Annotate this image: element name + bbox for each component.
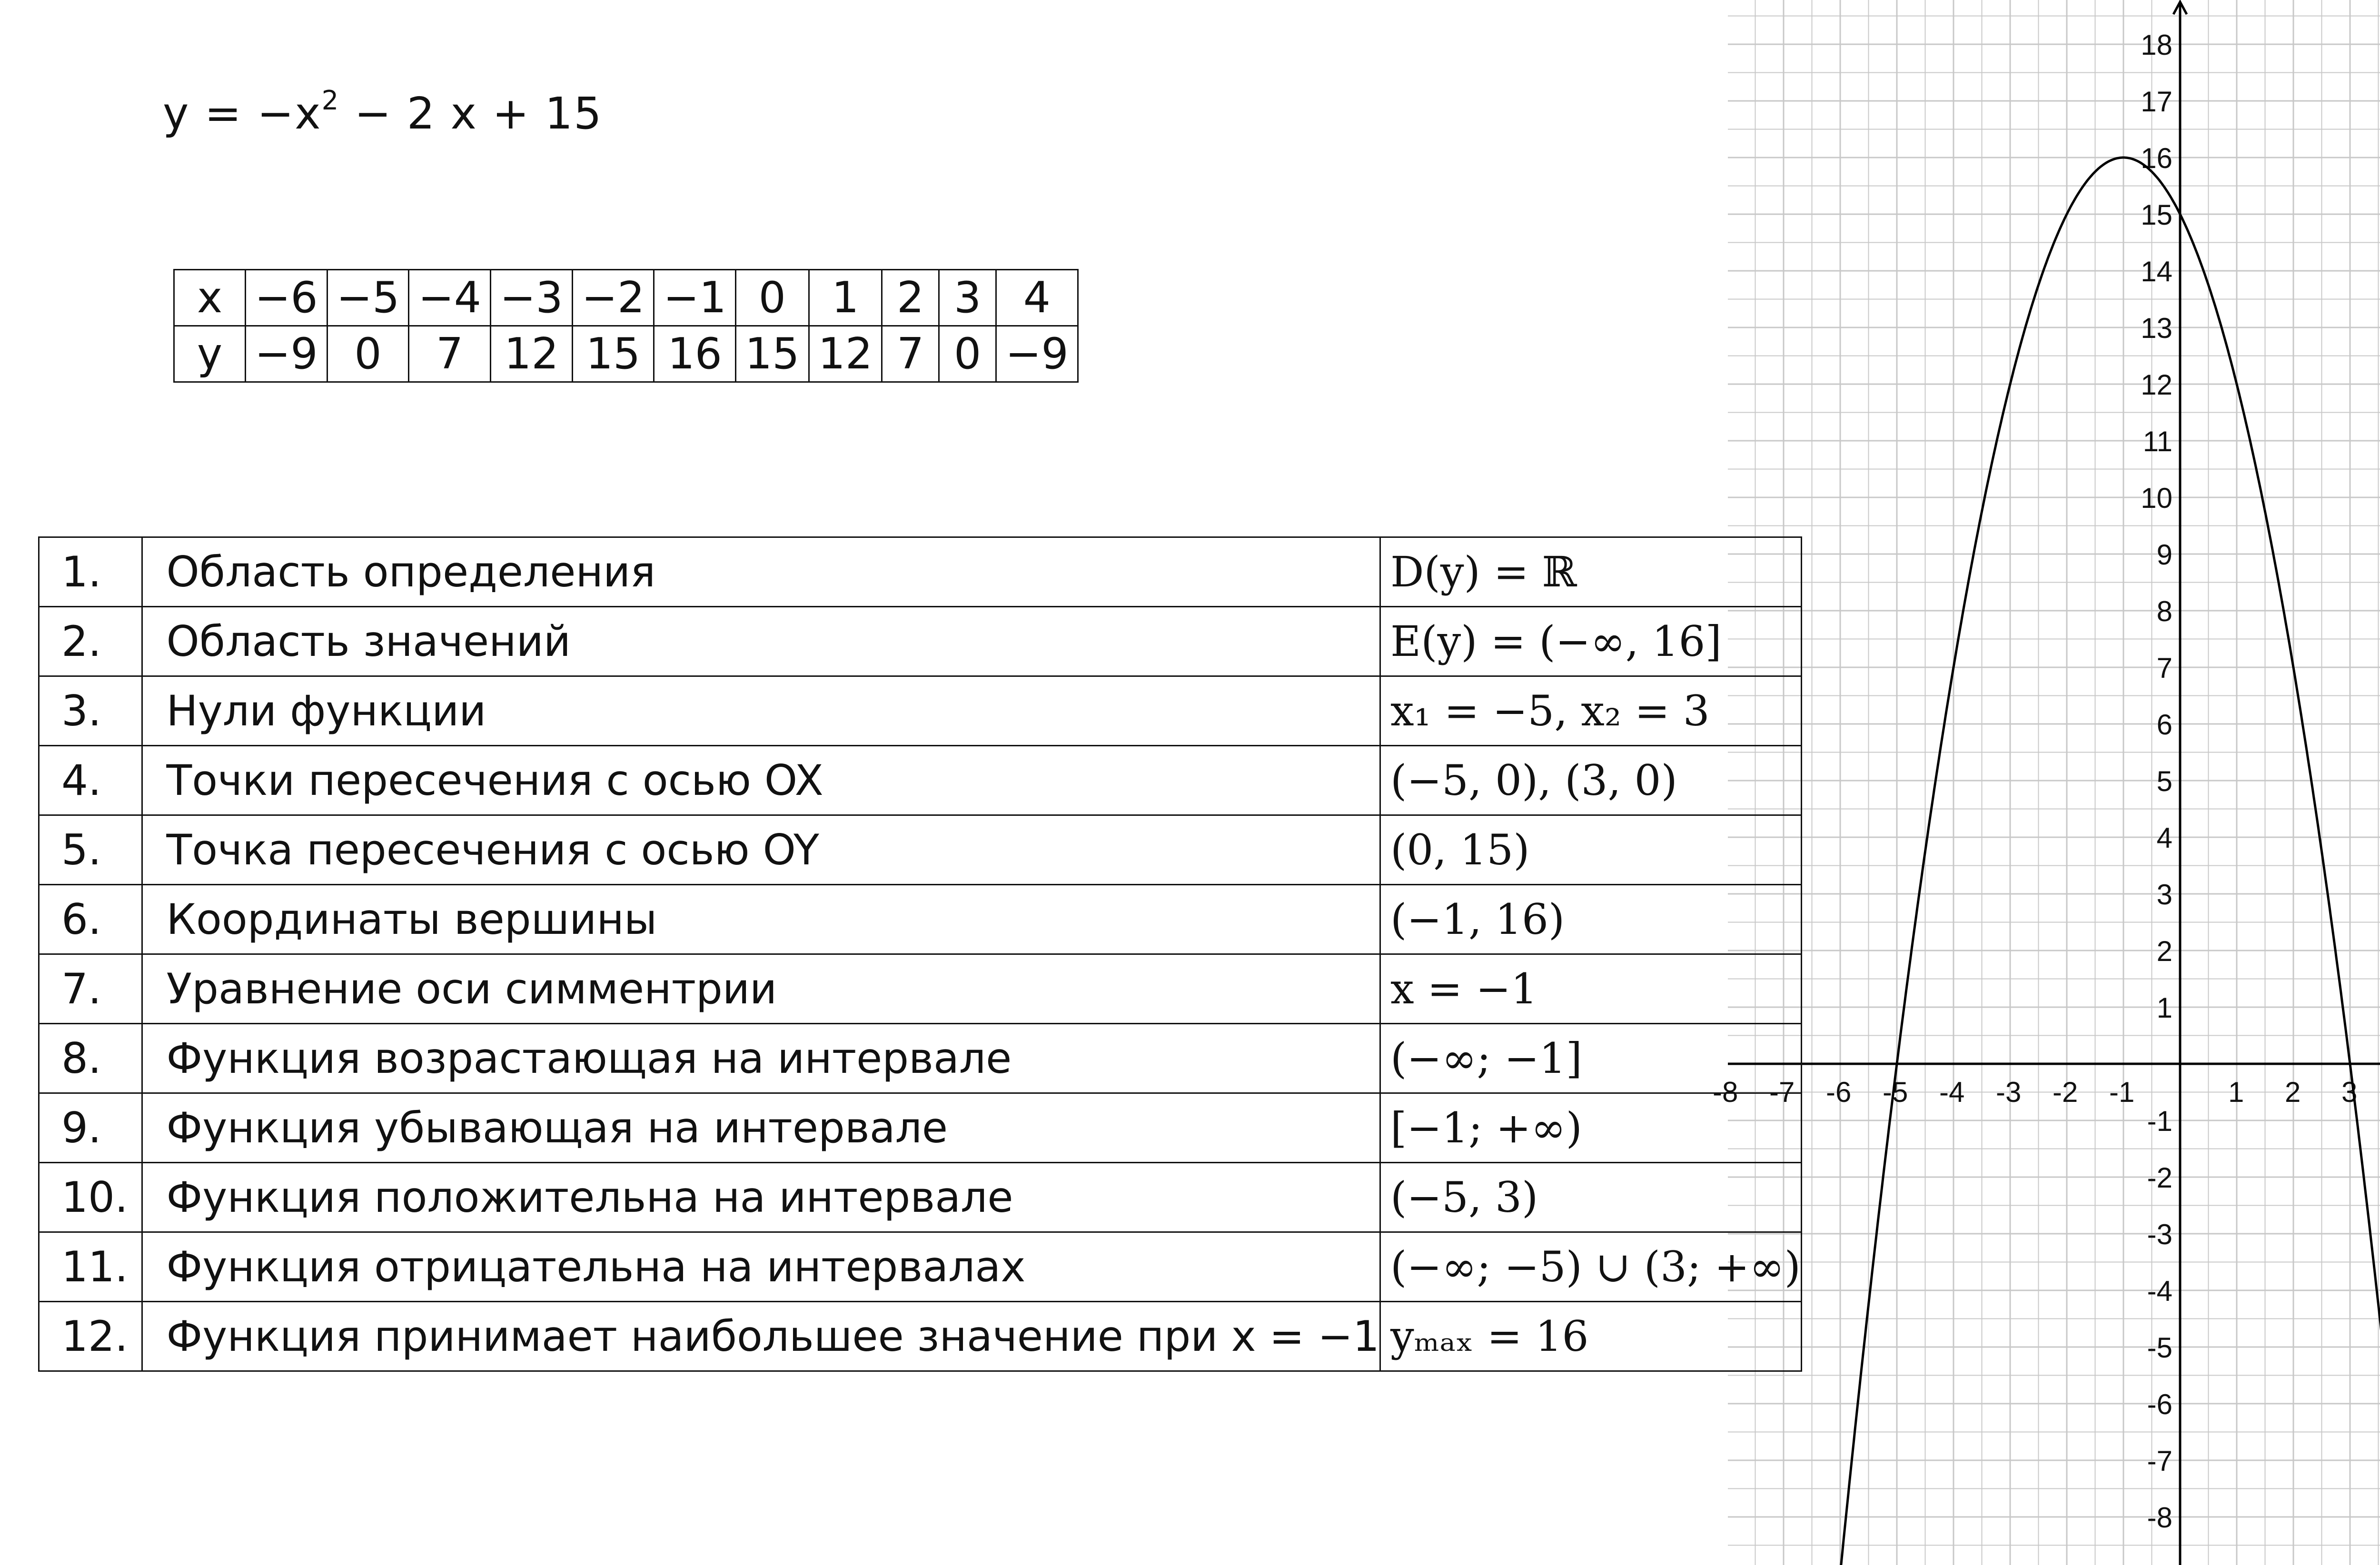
y-tick-label: 17 (2141, 86, 2172, 118)
values-y-cell: 12 (809, 326, 882, 382)
x-tick-label: -4 (1939, 1076, 1965, 1108)
values-y-header: y (174, 326, 246, 382)
values-x-cell: −3 (491, 270, 573, 326)
property-value: x₁ = −5, x₂ = 3 (1380, 676, 1801, 746)
values-y-cell: 15 (572, 326, 654, 382)
property-row (39, 954, 1802, 1024)
property-value: (−∞; −5) ∪ (3; +∞) (1380, 1232, 1801, 1302)
property-label: Координаты вершины (142, 885, 1380, 954)
values-y-cell: 0 (327, 326, 409, 382)
values-x-cell: −5 (327, 270, 409, 326)
property-value: (−1, 16) (1380, 885, 1801, 954)
property-label: Функция положительна на интервале (142, 1163, 1380, 1232)
y-tick-label: 14 (2141, 256, 2172, 287)
values-x-cell: −2 (572, 270, 654, 326)
property-row (39, 1232, 1802, 1302)
values-x-cell: −1 (654, 270, 736, 326)
values-x-cell: −6 (246, 270, 327, 326)
property-label: Функция принимает наибольшее значение при x = −1 (142, 1302, 1380, 1371)
x-tick-label: 1 (2228, 1076, 2244, 1108)
property-label: Точки пересечения с осью OX (142, 746, 1380, 815)
y-tick-label: 16 (2141, 142, 2172, 174)
property-value: x = −1 (1380, 954, 1801, 1024)
values-row-x (174, 270, 1078, 326)
x-tick-label: 3 (2341, 1076, 2358, 1108)
y-tick-label: 6 (2156, 709, 2172, 741)
formula-lhs: y = −x (163, 88, 322, 139)
y-tick-label: -2 (2147, 1162, 2172, 1194)
property-number: 6. (39, 885, 142, 954)
property-number: 2. (39, 607, 142, 676)
y-tick-label: -1 (2147, 1105, 2172, 1137)
grid (1728, 0, 2380, 1565)
y-tick-label: 5 (2156, 765, 2172, 797)
property-label: Область определения (142, 537, 1380, 607)
property-row (39, 537, 1802, 607)
property-number: 9. (39, 1093, 142, 1163)
values-x-cell: 1 (809, 270, 882, 326)
values-x-cell: 0 (736, 270, 809, 326)
y-tick-label: 2 (2156, 935, 2172, 967)
property-row (39, 746, 1802, 815)
property-label: Функция отрицательна на интервалах (142, 1232, 1380, 1302)
values-x-header: x (174, 270, 246, 326)
y-tick-label: 3 (2156, 879, 2172, 911)
formula-exponent: 2 (321, 85, 340, 117)
property-number: 5. (39, 815, 142, 885)
y-tick-label: 12 (2141, 369, 2172, 401)
y-tick-label: 8 (2156, 595, 2172, 627)
properties-table (38, 536, 1802, 1372)
parabola-curve (1840, 158, 2380, 1565)
y-tick-label: 18 (2141, 29, 2172, 61)
y-tick-label: -4 (2147, 1275, 2172, 1307)
values-y-cell: 7 (882, 326, 939, 382)
property-label: Область значений (142, 607, 1380, 676)
y-tick-label: -6 (2147, 1388, 2172, 1420)
property-number: 10. (39, 1163, 142, 1232)
values-x-cell: 4 (996, 270, 1078, 326)
property-row (39, 1024, 1802, 1093)
property-row (39, 676, 1802, 746)
property-row (39, 815, 1802, 885)
values-x-cell: 2 (882, 270, 939, 326)
y-tick-label: 1 (2156, 992, 2172, 1024)
values-y-cell: −9 (996, 326, 1078, 382)
x-tick-label: -3 (1996, 1076, 2022, 1108)
property-number: 11. (39, 1232, 142, 1302)
values-y-cell: −9 (246, 326, 327, 382)
formula-rhs: − 2 x + 15 (339, 88, 603, 139)
y-tick-label: 7 (2156, 652, 2172, 684)
property-value: (−5, 3) (1380, 1163, 1801, 1232)
property-value: (−∞; −1] (1380, 1024, 1801, 1093)
property-number: 12. (39, 1302, 142, 1371)
values-y-cell: 7 (409, 326, 491, 382)
y-tick-label: 9 (2156, 539, 2172, 571)
property-row (39, 1093, 1802, 1163)
property-row (39, 885, 1802, 954)
property-number: 4. (39, 746, 142, 815)
values-x-cell: −4 (409, 270, 491, 326)
property-number: 1. (39, 537, 142, 607)
y-tick-label: 10 (2141, 482, 2172, 514)
x-tick-label: -5 (1883, 1076, 1908, 1108)
property-label: Уравнение оси симментрии (142, 954, 1380, 1024)
values-y-cell: 0 (939, 326, 996, 382)
x-tick-label: -2 (2053, 1076, 2078, 1108)
property-row (39, 1302, 1802, 1371)
property-number: 7. (39, 954, 142, 1024)
property-label: Функция убывающая на интервале (142, 1093, 1380, 1163)
x-tick-label: -6 (1826, 1076, 1852, 1108)
property-number: 8. (39, 1024, 142, 1093)
values-row-y (174, 326, 1078, 382)
y-tick-label: -5 (2147, 1332, 2172, 1364)
property-label: Функция возрастающая на интервале (142, 1024, 1380, 1093)
parabola-graph (1713, 0, 2380, 1565)
x-tick-label: -1 (2109, 1076, 2135, 1108)
y-tick-label: 11 (2142, 426, 2172, 457)
property-value: D(y) = ℝ (1380, 537, 1801, 607)
property-label: Точка пересечения с осью OY (142, 815, 1380, 885)
property-value: E(y) = (−∞, 16] (1380, 607, 1801, 676)
y-tick-label: -3 (2147, 1218, 2172, 1250)
values-table (173, 269, 1079, 383)
y-tick-label: -8 (2147, 1502, 2172, 1534)
property-label: Нули функции (142, 676, 1380, 746)
property-value: (0, 15) (1380, 815, 1801, 885)
y-tick-label: 4 (2156, 822, 2172, 854)
x-tick-label: 2 (2285, 1076, 2301, 1108)
y-tick-label: -7 (2147, 1445, 2172, 1477)
property-value: [−1; +∞) (1380, 1093, 1801, 1163)
function-formula (163, 85, 603, 139)
y-tick-label: 15 (2141, 199, 2172, 231)
values-y-cell: 12 (491, 326, 573, 382)
property-value: (−5, 0), (3, 0) (1380, 746, 1801, 815)
values-y-cell: 15 (736, 326, 809, 382)
property-row (39, 1163, 1802, 1232)
x-tick-label: -7 (1769, 1076, 1795, 1108)
values-y-cell: 16 (654, 326, 736, 382)
y-tick-label: 13 (2141, 312, 2172, 344)
axes (1728, 2, 2380, 1565)
x-tick-label: -8 (1713, 1076, 1738, 1108)
property-number: 3. (39, 676, 142, 746)
property-row (39, 607, 1802, 676)
values-x-cell: 3 (939, 270, 996, 326)
property-value: yₘₐₓ = 16 (1380, 1302, 1801, 1371)
